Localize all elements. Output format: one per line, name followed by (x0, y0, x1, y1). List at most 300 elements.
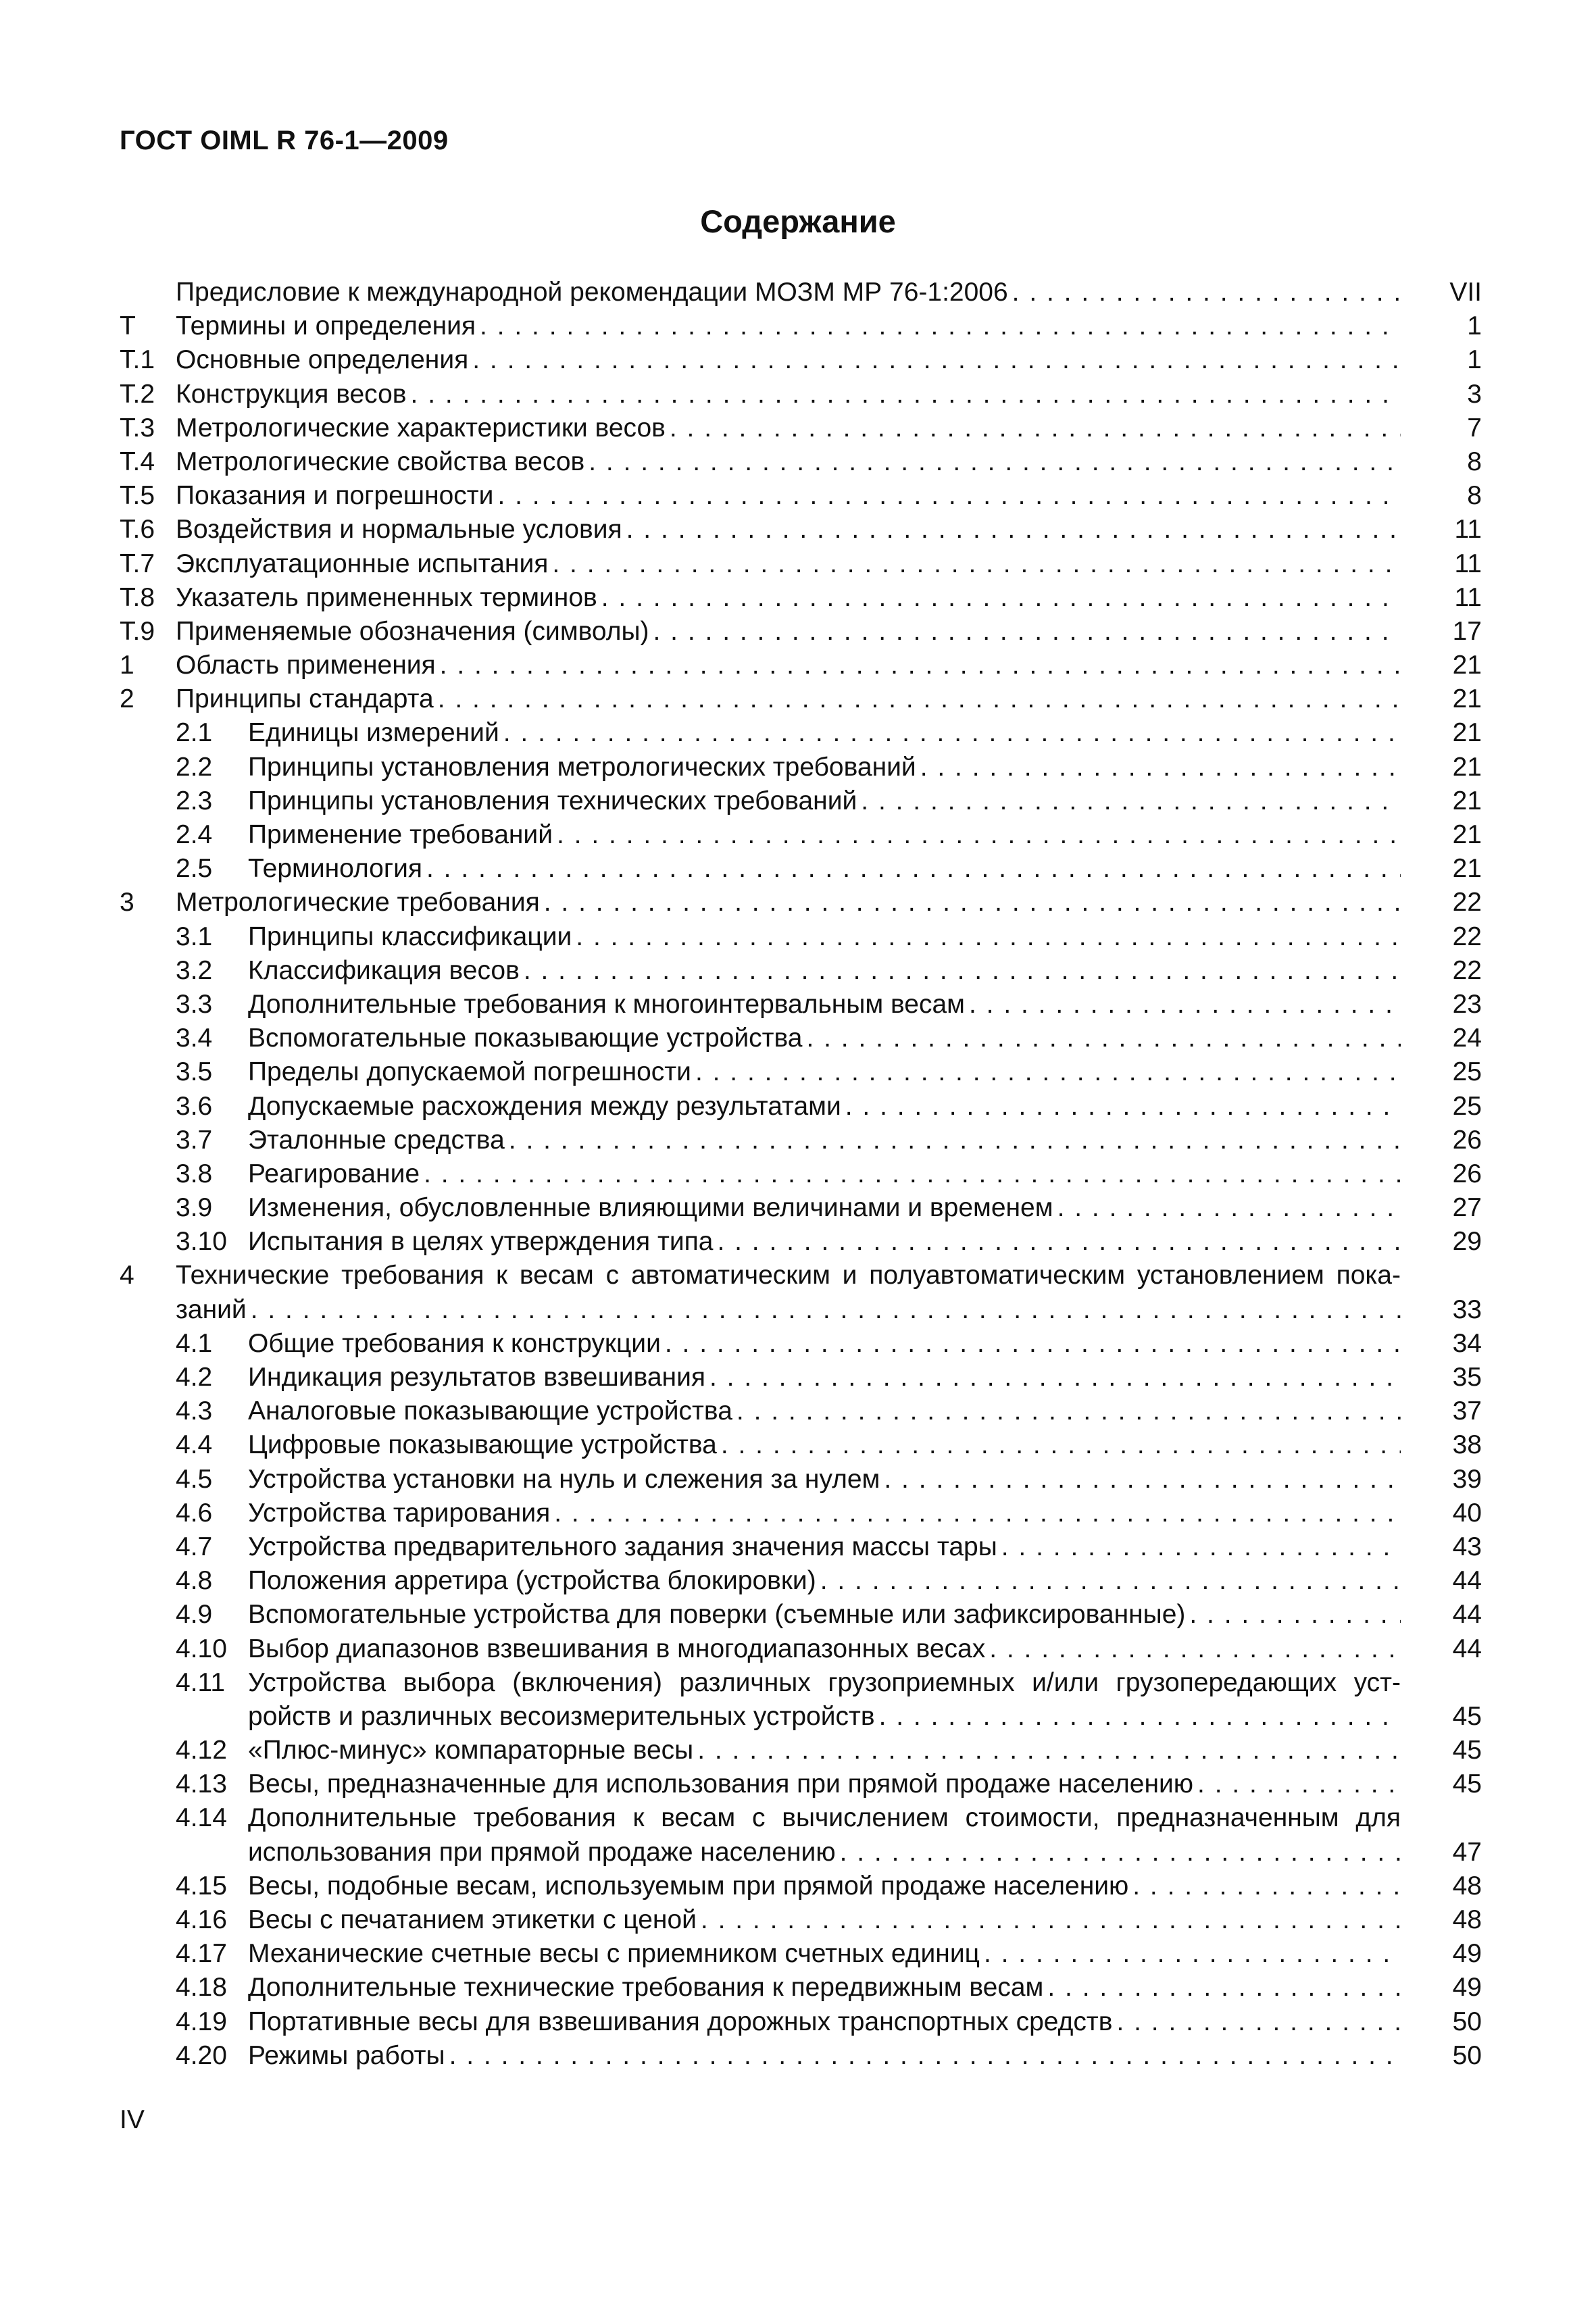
toc-entry-number: 4.15 (176, 1871, 227, 1901)
toc-entry-page: 21 (1452, 651, 1482, 680)
dot-leader (820, 1564, 1401, 1598)
toc-entry-page: 45 (1452, 1701, 1482, 1731)
toc-entry-title-wrap (248, 2039, 1401, 2073)
toc-entry-title: Весы, предназначенные для использования при прямой продаже населению (248, 1767, 1197, 1801)
toc-entry-number: 4.12 (176, 1736, 227, 1765)
dot-leader (449, 2039, 1401, 2073)
dot-leader (472, 343, 1401, 377)
toc-entry-number: 2.1 (176, 718, 213, 748)
toc-entry[interactable] (120, 1090, 1482, 1124)
toc-entry-title-line2: ройств и различных весоизмерительных устройств (248, 1700, 879, 1734)
toc-entry-number: 2.3 (176, 786, 213, 815)
toc-entry-title-wrap (248, 1361, 1401, 1394)
dot-leader (509, 1124, 1401, 1157)
toc-entry[interactable] (120, 1463, 1482, 1496)
toc-entry[interactable] (120, 1869, 1482, 1903)
dot-leader (1047, 1971, 1401, 2005)
toc-entry[interactable] (120, 2005, 1482, 2039)
toc-entry-number: Т.4 (120, 447, 155, 476)
toc-entry-number: 4.11 (176, 1667, 226, 1697)
toc-entry-title: Пределы допускаемой погрешности (248, 1055, 695, 1089)
toc-entry-number: 4.17 (176, 1939, 227, 1969)
toc-entry-title-wrap (176, 343, 1401, 377)
toc-entry-number: 4.5 (176, 1464, 213, 1494)
toc-entry-title-wrap (176, 649, 1401, 682)
toc-entry-number: Т.3 (120, 413, 155, 443)
dot-leader (1132, 1869, 1401, 1903)
toc-entry-title-wrap (248, 1564, 1401, 1598)
toc-entry-title-wrap (176, 378, 1401, 411)
toc-entry-title-wrap (176, 886, 1401, 920)
toc-entry-title-continued (248, 1700, 1401, 1734)
toc-entry-title-wrap (248, 1937, 1401, 1971)
toc-entry-number: 4.3 (176, 1397, 213, 1426)
toc-entry-title: Положения арретира (устройства блокировки) (248, 1564, 820, 1598)
toc-entry-title-wrap (248, 954, 1401, 988)
toc-entry-title: Режимы работы (248, 2039, 449, 2073)
toc-entry-title: Область применения (176, 649, 440, 682)
toc-entry-number: 4.6 (176, 1498, 213, 1528)
dot-leader (840, 1836, 1401, 1869)
table-of-contents (120, 276, 1482, 2073)
toc-entry[interactable] (120, 309, 1482, 343)
toc-entry-title: Принципы установления технических требований (248, 784, 861, 818)
toc-entry-title-wrap (248, 1632, 1401, 1666)
dot-leader (879, 1700, 1401, 1734)
dot-leader (984, 1937, 1401, 1971)
toc-entry[interactable] (120, 1903, 1482, 1937)
toc-entry-title-wrap (248, 1463, 1401, 1496)
toc-entry-number: Т.8 (120, 582, 155, 612)
toc-entry-title-continued (176, 1293, 1401, 1327)
dot-leader (861, 784, 1401, 818)
dot-leader (1189, 1598, 1401, 1632)
toc-entry[interactable] (120, 276, 1482, 309)
dot-leader (1012, 276, 1401, 309)
toc-entry-number: 4.4 (176, 1430, 213, 1460)
toc-entry-title: Единицы измерений (248, 716, 503, 750)
toc-entry[interactable] (120, 1361, 1482, 1394)
toc-entry-title-wrap (248, 1428, 1401, 1462)
toc-entry-title-wrap (248, 1191, 1401, 1225)
toc-entry-title: Показания и погрешности (176, 479, 497, 513)
toc-entry-title-wrap (176, 411, 1401, 445)
toc-entry-title-wrap (176, 547, 1401, 581)
toc-entry-number: 3 (120, 888, 134, 917)
dot-leader (497, 479, 1401, 513)
toc-entry[interactable] (120, 2039, 1482, 2073)
toc-entry-title: Портативные весы для взвешивания дорожных транспортных средств (248, 2005, 1116, 2039)
dot-leader (1057, 1191, 1401, 1225)
toc-entry-page: 27 (1452, 1193, 1482, 1223)
toc-entry-title: Воздействия и нормальные условия (176, 513, 626, 547)
toc-entry-title-wrap (248, 1394, 1401, 1428)
toc-entry[interactable] (120, 1496, 1482, 1530)
toc-entry[interactable] (120, 1971, 1482, 2005)
toc-entry-page: 8 (1467, 447, 1482, 476)
toc-entry[interactable] (120, 988, 1482, 1022)
toc-entry[interactable] (120, 1666, 1482, 1700)
toc-entry-title-wrap (176, 479, 1401, 513)
toc-entry-page: 21 (1452, 854, 1482, 884)
toc-entry-number: 4.1 (176, 1328, 213, 1358)
dot-leader (721, 1428, 1401, 1462)
toc-entry-title: Конструкция весов (176, 378, 411, 411)
toc-entry-page: 33 (1452, 1294, 1482, 1324)
toc-entry-title: Метрологические требования (176, 886, 544, 920)
toc-entry-page: 22 (1452, 955, 1482, 985)
toc-entry-title: Принципы стандарта (176, 682, 438, 716)
dot-leader (1116, 2005, 1401, 2039)
toc-entry-title-line2: заний (176, 1293, 251, 1327)
toc-entry-title: Принципы установления метрологических требований (248, 751, 920, 784)
toc-entry-title-wrap (248, 988, 1401, 1022)
toc-entry-title-wrap (248, 1022, 1401, 1055)
toc-entry[interactable] (120, 649, 1482, 682)
toc-entry-page: 21 (1452, 684, 1482, 714)
toc-entry-title-wrap (248, 1124, 1401, 1157)
toc-entry-title-wrap (176, 309, 1401, 343)
dot-leader (920, 751, 1401, 784)
toc-entry-number: Т.6 (120, 515, 155, 545)
toc-entry-number: 3.7 (176, 1125, 213, 1155)
dot-leader (426, 852, 1401, 886)
toc-entry-number: 4.18 (176, 1973, 227, 2003)
toc-entry-number: 4.20 (176, 2040, 227, 2070)
toc-entry-page: 7 (1467, 413, 1482, 443)
toc-entry-title: Дополнительные требования к весам с вычислением стоимости, предназначенным для (248, 1803, 1401, 1833)
toc-entry-page: 3 (1467, 379, 1482, 409)
toc-entry-title: Применение требований (248, 818, 557, 852)
toc-entry-page: 26 (1452, 1125, 1482, 1155)
toc-entry-title: Дополнительные технические требования к передвижным весам (248, 1971, 1047, 2005)
toc-entry-title-wrap (248, 1225, 1401, 1259)
toc-entry-number: 3.8 (176, 1159, 213, 1188)
toc-entry-title: Общие требования к конструкции (248, 1327, 665, 1361)
toc-entry-title: Принципы классификации (248, 920, 576, 954)
dot-leader (438, 682, 1401, 716)
toc-entry-page: 40 (1452, 1498, 1482, 1528)
toc-entry-number: 4.19 (176, 2007, 227, 2036)
toc-entry-title-continued (248, 1836, 1401, 1869)
toc-entry-title: Эксплуатационные испытания (176, 547, 552, 581)
toc-entry-page: 17 (1452, 616, 1482, 646)
toc-entry-number: 4.16 (176, 1905, 227, 1934)
toc-entry-title-wrap (248, 716, 1401, 750)
toc-entry-page: 45 (1452, 1769, 1482, 1799)
toc-entry[interactable] (120, 1564, 1482, 1598)
document-code: ГОСТ OIML R 76-1—2009 (120, 126, 449, 155)
toc-entry[interactable] (120, 852, 1482, 886)
toc-entry[interactable] (120, 1632, 1482, 1666)
toc-entry-title: Вспомогательные устройства для поверки (съемные или зафиксированные) (248, 1598, 1189, 1632)
dot-leader (626, 513, 1401, 547)
toc-entry-title: Индикация результатов взвешивания (248, 1361, 709, 1394)
toc-entry-page: 44 (1452, 1634, 1482, 1663)
toc-entry-number: Т.9 (120, 616, 155, 646)
toc-entry-title: Устройства выбора (включения) различных грузоприемных и/или грузопередающих уст- (248, 1667, 1401, 1697)
toc-entry-title: Весы с печатанием этикетки с ценой (248, 1903, 701, 1937)
toc-entry[interactable] (120, 1022, 1482, 1055)
toc-entry-page: 35 (1452, 1363, 1482, 1392)
toc-entry-title: Применяемые обозначения (символы) (176, 615, 653, 649)
toc-entry-title: Устройства установки на нуль и слежения за нулем (248, 1463, 884, 1496)
toc-entry-title-wrap (176, 615, 1401, 649)
toc-entry-title: Устройства тарирования (248, 1496, 554, 1530)
toc-entry-title: Технические требования к весам с автоматическим и полуавтоматическим установлением пока- (176, 1261, 1401, 1290)
toc-entry[interactable] (120, 1157, 1482, 1191)
toc-entry-number: 2.2 (176, 752, 213, 782)
dot-leader (653, 615, 1401, 649)
toc-entry-title-line2: использования при прямой продаже населению (248, 1836, 840, 1869)
dot-leader (440, 649, 1401, 682)
toc-entry-number: 3.5 (176, 1057, 213, 1087)
toc-entry-title: Терминология (248, 852, 426, 886)
toc-entry[interactable] (120, 513, 1482, 547)
toc-entry-title: Устройства предварительного задания значения массы тары (248, 1530, 1001, 1564)
toc-entry-page: 49 (1452, 1973, 1482, 2003)
toc-entry-page: 21 (1452, 718, 1482, 748)
toc-entry[interactable] (120, 479, 1482, 513)
toc-entry[interactable] (120, 954, 1482, 988)
toc-entry-title: Весы, подобные весам, используемым при прямой продаже населению (248, 1869, 1132, 1903)
toc-entry-number: 4.13 (176, 1769, 227, 1799)
toc-entry-number: 4.14 (176, 1803, 227, 1833)
toc-entry[interactable] (120, 1937, 1482, 1971)
toc-entry-number: 4 (120, 1261, 134, 1290)
toc-entry-number: 3.9 (176, 1193, 213, 1223)
toc-entry-page: 24 (1452, 1024, 1482, 1053)
toc-entry-number: 2 (120, 684, 134, 714)
toc-entry[interactable] (120, 784, 1482, 818)
toc-entry[interactable] (120, 1767, 1482, 1801)
toc-entry[interactable] (120, 378, 1482, 411)
toc-entry-title-wrap (248, 852, 1401, 886)
toc-entry-page: 34 (1452, 1328, 1482, 1358)
toc-entry-title-wrap (248, 1496, 1401, 1530)
toc-entry-title-wrap (248, 1530, 1401, 1564)
toc-entry-page: 47 (1452, 1837, 1482, 1867)
toc-entry-title: «Плюс-минус» компараторные весы (248, 1734, 697, 1767)
toc-entry[interactable] (120, 1598, 1482, 1632)
toc-entry[interactable] (120, 1734, 1482, 1767)
toc-entry-title: Выбор диапазонов взвешивания в многодиапазонных весах (248, 1632, 989, 1666)
toc-entry-title-wrap (176, 682, 1401, 716)
toc-entry-title: Дополнительные требования к многоинтервальным весам (248, 988, 969, 1022)
toc-entry[interactable] (120, 343, 1482, 377)
toc-entry[interactable] (120, 547, 1482, 581)
toc-entry-title: Реагирование (248, 1157, 424, 1191)
toc-entry-title-wrap (248, 1055, 1401, 1089)
toc-entry-title: Эталонные средства (248, 1124, 509, 1157)
dot-leader (665, 1327, 1401, 1361)
toc-entry-page: 22 (1452, 922, 1482, 951)
dot-leader (503, 716, 1401, 750)
toc-entry-title-wrap (248, 1157, 1401, 1191)
toc-entry[interactable] (120, 581, 1482, 615)
toc-entry-title-wrap (176, 513, 1401, 547)
toc-entry[interactable] (120, 1327, 1482, 1361)
dot-leader (806, 1022, 1401, 1055)
toc-entry-page: 8 (1467, 481, 1482, 511)
toc-entry-title: Механические счетные весы с приемником счетных единиц (248, 1937, 984, 1971)
toc-entry-title: Изменения, обусловленные влияющими величинами и временем (248, 1191, 1057, 1225)
dot-leader (589, 445, 1401, 479)
toc-entry[interactable] (120, 716, 1482, 750)
toc-entry-page: 37 (1452, 1397, 1482, 1426)
toc-entry-title: Термины и определения (176, 309, 480, 343)
toc-entry[interactable] (120, 1394, 1482, 1428)
toc-entry-page: 45 (1452, 1736, 1482, 1765)
toc-entry-title-wrap (248, 784, 1401, 818)
dot-leader (969, 988, 1401, 1022)
toc-entry-title: Метрологические свойства весов (176, 445, 589, 479)
toc-entry-number: 3.4 (176, 1024, 213, 1053)
toc-entry-number: Т.1 (120, 345, 155, 375)
toc-entry-title: Предисловие к международной рекомендации МОЗМ МР 76-1:2006 (176, 276, 1012, 309)
toc-entry[interactable] (120, 1225, 1482, 1259)
toc-entry[interactable] (120, 1428, 1482, 1462)
toc-entry[interactable] (120, 886, 1482, 920)
toc-entry[interactable] (120, 1124, 1482, 1157)
toc-entry[interactable] (120, 751, 1482, 784)
dot-leader (544, 886, 1401, 920)
toc-entry-number: Т.2 (120, 379, 155, 409)
dot-leader (670, 411, 1401, 445)
toc-entry-title-wrap (248, 2005, 1401, 2039)
toc-entry[interactable] (120, 1259, 1482, 1292)
toc-entry-page: 44 (1452, 1566, 1482, 1596)
toc-entry-continuation (120, 1700, 1482, 1734)
dot-leader (251, 1293, 1401, 1327)
toc-entry-number: 3.10 (176, 1227, 227, 1257)
toc-entry-page: 50 (1452, 2040, 1482, 2070)
dot-leader (552, 547, 1401, 581)
toc-entry-page: 39 (1452, 1464, 1482, 1494)
toc-entry-page: 23 (1452, 989, 1482, 1019)
toc-entry-number: 3.6 (176, 1091, 213, 1121)
toc-entry-title-wrap (248, 818, 1401, 852)
dot-leader (717, 1225, 1401, 1259)
toc-entry-title-wrap (248, 1903, 1401, 1937)
toc-entry-page: 38 (1452, 1430, 1482, 1460)
dot-leader (554, 1496, 1401, 1530)
toc-entry-title: Аналоговые показывающие устройства (248, 1394, 737, 1428)
toc-entry-number: 1 (120, 651, 134, 680)
toc-entry-title-wrap (248, 1090, 1401, 1124)
dot-leader (424, 1157, 1401, 1191)
toc-entry-title-wrap (176, 276, 1401, 309)
toc-entry-page: 21 (1452, 752, 1482, 782)
toc-entry-page: 21 (1452, 786, 1482, 815)
toc-entry-number: 3.2 (176, 955, 213, 985)
dot-leader (576, 920, 1401, 954)
toc-entry-number: 4.8 (176, 1566, 213, 1596)
toc-entry-page: 29 (1452, 1227, 1482, 1257)
toc-entry-page: 48 (1452, 1905, 1482, 1934)
toc-entry-title-wrap (248, 1598, 1401, 1632)
toc-entry-page: 44 (1452, 1600, 1482, 1630)
dot-leader (480, 309, 1401, 343)
toc-entry-title: Основные определения (176, 343, 472, 377)
toc-entry[interactable] (120, 818, 1482, 852)
toc-entry-number: 4.9 (176, 1600, 213, 1630)
dot-leader (524, 954, 1401, 988)
toc-entry-number: Т.7 (120, 549, 155, 578)
toc-entry-page: 1 (1467, 311, 1482, 341)
toc-entry-page: 11 (1454, 549, 1482, 578)
toc-entry-number: 3.1 (176, 922, 213, 951)
toc-entry-page: 25 (1452, 1057, 1482, 1087)
dot-leader (989, 1632, 1401, 1666)
toc-entry[interactable] (120, 411, 1482, 445)
dot-leader (697, 1734, 1401, 1767)
toc-entry-title: Допускаемые расхождения между результатами (248, 1090, 845, 1124)
toc-entry-title-wrap (248, 1971, 1401, 2005)
toc-entry[interactable] (120, 1191, 1482, 1225)
toc-entry[interactable] (120, 1801, 1482, 1835)
toc-entry-title-wrap (248, 1734, 1401, 1767)
toc-entry-title: Указатель примененных терминов (176, 581, 601, 615)
dot-leader (709, 1361, 1401, 1394)
toc-entry-title-wrap (176, 581, 1401, 615)
toc-entry-page: 49 (1452, 1939, 1482, 1969)
toc-entry[interactable] (120, 1055, 1482, 1089)
toc-entry-title: Вспомогательные показывающие устройства (248, 1022, 806, 1055)
toc-entry-title: Цифровые показывающие устройства (248, 1428, 721, 1462)
dot-leader (695, 1055, 1401, 1089)
toc-entry-continuation (120, 1293, 1482, 1327)
toc-entry-title-wrap (248, 1767, 1401, 1801)
dot-leader (845, 1090, 1401, 1124)
dot-leader (411, 378, 1401, 411)
toc-entry-title-wrap (248, 1869, 1401, 1903)
dot-leader (737, 1394, 1401, 1428)
toc-entry-number: 4.10 (176, 1634, 227, 1663)
toc-entry-number: 2.4 (176, 820, 213, 849)
toc-entry[interactable] (120, 1530, 1482, 1564)
toc-entry-title-wrap (248, 920, 1401, 954)
toc-entry-page: 50 (1452, 2007, 1482, 2036)
toc-entry-number: 4.7 (176, 1532, 213, 1561)
toc-entry-title-wrap (176, 445, 1401, 479)
toc-entry[interactable] (120, 445, 1482, 479)
dot-leader (1001, 1530, 1401, 1564)
dot-leader (884, 1463, 1401, 1496)
dot-leader (601, 581, 1401, 615)
toc-entry-page: 48 (1452, 1871, 1482, 1901)
toc-entry[interactable] (120, 682, 1482, 716)
toc-entry-page: 21 (1452, 820, 1482, 849)
toc-entry-number: Т (120, 311, 136, 341)
toc-entry-number: 3.3 (176, 989, 213, 1019)
toc-entry-page: 43 (1452, 1532, 1482, 1561)
dot-leader (557, 818, 1401, 852)
page-number: IV (120, 2105, 145, 2134)
toc-entry-page: 1 (1467, 345, 1482, 375)
dot-leader (1197, 1767, 1401, 1801)
toc-entry-title: Метрологические характеристики весов (176, 411, 670, 445)
toc-entry-continuation (120, 1836, 1482, 1869)
toc-entry-title: Классификация весов (248, 954, 524, 988)
toc-entry-title-wrap (248, 751, 1401, 784)
toc-entry-title-wrap (248, 1327, 1401, 1361)
toc-entry[interactable] (120, 920, 1482, 954)
dot-leader (701, 1903, 1401, 1937)
toc-entry-number: 4.2 (176, 1363, 213, 1392)
toc-entry[interactable] (120, 615, 1482, 649)
toc-entry-page: VII (1449, 278, 1482, 307)
